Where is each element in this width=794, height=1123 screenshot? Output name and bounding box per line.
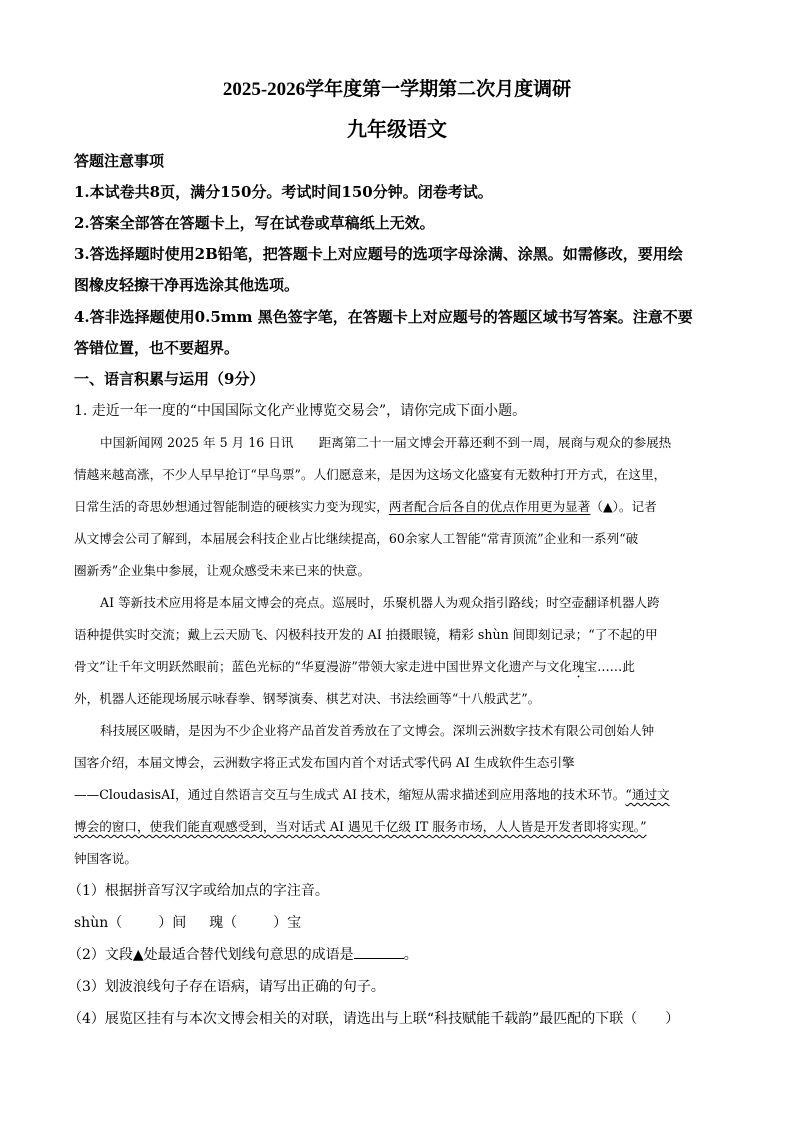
blank-marker: （▲）。记者 (590, 499, 657, 514)
passage-p3-line-5: 钟国客说。 (74, 851, 137, 866)
question-1-stem: 1. 走近一年一度的“中国国际文化产业博览交易会”，请你完成下面小题。 (74, 403, 527, 419)
notice-item-1: 1.本试卷共8页，满分150分。考试时间150分钟。闭卷考试。 (74, 183, 493, 201)
notice-item-2: 2.答案全部答在答题卡上，写在试卷或草稿纸上无效。 (74, 214, 435, 232)
passage-p3-line-1: 科技展区吸睛，是因为不少企业将产品首发首秀放在了文博会。深圳云洲数字技术有限公司创始人钟 (100, 723, 655, 738)
passage-p1-line-4: 从文博会公司了解到，本届展会科技企业占比继续提高，60余家人工智能“常青顶流”企业和一系列“破 (74, 531, 639, 546)
section-heading: 一、语言积累与运用（9分） (74, 370, 265, 388)
char-gui-end: ）宝 (273, 915, 302, 931)
notice-heading: 答题注意事项 (74, 152, 165, 170)
passage-p2-line-3-end: 宝……此 (584, 659, 635, 674)
passage-p3-line-3 (74, 784, 720, 803)
answer-blank-line[interactable] (354, 946, 404, 959)
passage-p3-line-4 (74, 816, 720, 835)
notice-item-3-cont: 图橡皮轻擦干净再选涂其他选项。 (74, 276, 300, 294)
exam-subject: 九年级语文 (347, 119, 447, 141)
sub-question-2-text: （2）文段▲处最适合替代划线句意思的成语是 (68, 947, 354, 963)
sub-question-1-answers (74, 912, 720, 932)
sub-question-2 (68, 944, 720, 964)
passage-p2-line-3 (74, 656, 720, 681)
pinyin-shun: shùn（ (74, 915, 123, 931)
passage-p1-line-5: 圈新秀”企业集中参展，让观众感受未来已来的快意。 (74, 563, 371, 578)
sub-question-3: （3）划波浪线句子存在语病，请写出正确的句子。 (68, 979, 385, 995)
passage-p2-line-2: 语种提供实时交流；戴上云天励飞、闪极科技开发的 AI 拍摄眼镜，精彩 shùn 间即刻记录；“了不起的甲 (74, 627, 658, 642)
passage-p1-line-1: 中国新闻网 2025 年 5 月 16 日讯 距离第二十一届文博会开幕还剩不到一周，展商与观众的参展热 (100, 435, 672, 450)
passage-p2-line-3-text: 骨文”让千年文明跃然眼前；蓝色光标的“华夏漫游”带领大家走进中国世界文化遗产与文化 (74, 659, 572, 674)
passage-p3-line-2: 国客介绍，本届文博会，云洲数字将正式发布国内首个对话式零代码 AI 生成软件生态引擎 (74, 755, 575, 770)
wavy-sentence-end: 博会的窗口，使我们能直观感受到，当对话式 AI 遇见千亿级 IT 服务市场，人人皆是开发者即将实现。” (74, 819, 647, 834)
dotted-character: 瑰 (571, 659, 585, 674)
passage-p2-line-4: 外，机器人还能现场展示咏春拳、钢琴演奏、棋艺对决、书法绘画等“十八般武艺”。 (74, 691, 541, 706)
wavy-sentence-start: “通过文 (625, 787, 670, 802)
notice-item-3: 3.答选择题时使用2B铅笔，把答题卡上对应题号的选项字母涂满、涂黑。如需修改，要用绘 (74, 245, 683, 263)
pinyin-shun-end: ）间 (158, 915, 187, 931)
passage-p3-line-3-text: ——CloudasisAI，通过自然语言交互与生成式 AI 技术，缩短从需求描述到应用落地的技术环节。 (74, 787, 626, 802)
sub-question-1: （1）根据拼音写汉字或给加点的字注音。 (68, 883, 329, 899)
underlined-sentence: 两者配合后各自的优点作用更为显著 (388, 499, 591, 514)
notice-item-4-cont: 答错位置，也不要超界。 (74, 339, 240, 357)
sub-question-2-end: 。 (403, 947, 418, 963)
passage-p2-line-1: AI 等新技术应用将是本届文博会的亮点。巡展时，乐聚机器人为观众指引路线；时空壶翻译机器人跨 (100, 595, 660, 610)
passage-p1-line-3 (74, 496, 720, 515)
char-gui: 瑰（ (209, 915, 238, 931)
sub-question-4: （4）展览区挂有与本次文博会相关的对联，请选出与上联“科技赋能千载韵”最匹配的下联（ ） (68, 1011, 680, 1027)
notice-item-4: 4.答非选择题使用0.5mm 黑色签字笔，在答题卡上对应题号的答题区域书写答案。注意不要 (74, 308, 693, 326)
exam-title: 2025-2026学年度第一学期第二次月度调研 (222, 79, 572, 100)
passage-p1-line-2: 情越来越高涨，不少人早早抢订“早鸟票”。人们愿意来，是因为这场文化盛宴有无数种打开方式，在这里， (74, 467, 667, 482)
passage-p1-line-3-text: 日常生活的奇思妙想通过智能制造的硬核实力变为现实， (74, 499, 389, 514)
